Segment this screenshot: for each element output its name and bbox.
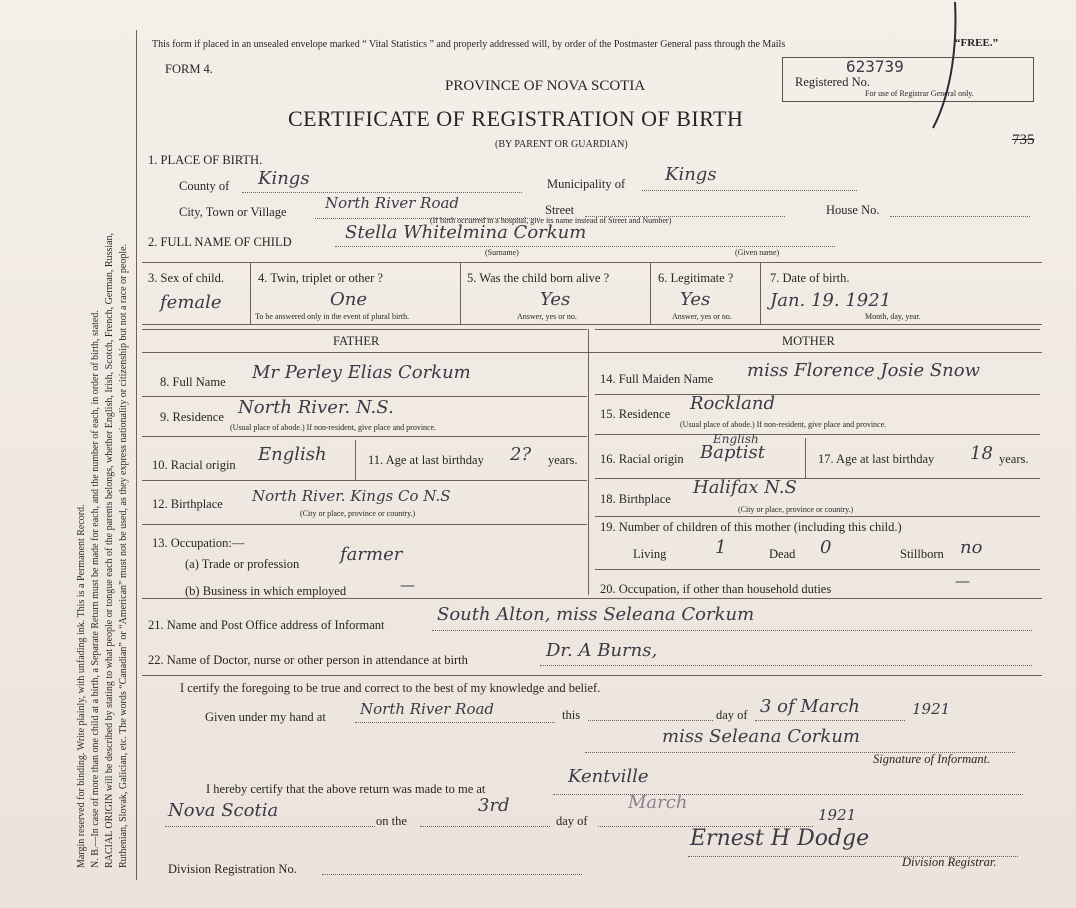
- this-line: [588, 720, 713, 721]
- father-residence-label: 9. Residence: [160, 410, 224, 424]
- given-under-label: Given under my hand at: [205, 710, 326, 724]
- registrar-month-value: March: [628, 792, 688, 813]
- father-residence-note: (Usual place of abode.) If non-resident, give place and province.: [230, 423, 437, 432]
- registrar-year: 1921: [818, 806, 857, 824]
- father-name-label: 8. Full Name: [160, 375, 226, 389]
- certificate-subtitle: (BY PARENT OR GUARDIAN): [495, 139, 628, 150]
- father-residence-value: North River. N.S.: [238, 397, 394, 418]
- row-3-7-bottom-rule: [142, 324, 1042, 325]
- mother-age-label: 17. Age at last birthday: [818, 452, 935, 466]
- twin-value: One: [330, 289, 368, 310]
- mother-racial-origin-value: Baptist: [700, 442, 765, 463]
- dob-value: Jan. 19. 1921: [770, 290, 892, 311]
- municipality-label: Municipality of: [547, 177, 626, 191]
- sex-value: female: [160, 292, 222, 313]
- mother-heading: MOTHER: [782, 334, 835, 348]
- legitimate-label: 6. Legitimate ?: [658, 271, 734, 285]
- mother-top-rule: [595, 329, 1040, 330]
- living-label: Living: [633, 547, 667, 561]
- doctor-label: 22. Name of Doctor, nurse or other person in attendance at birth: [148, 653, 468, 667]
- alive-value: Yes: [540, 289, 571, 310]
- informant-signature-label: Signature of Informant.: [873, 752, 991, 766]
- on-the-label: on the: [376, 814, 407, 828]
- child-name-value: Stella Whitelmina Corkum: [345, 222, 587, 243]
- father-race-age-divider: [355, 440, 356, 480]
- informant-label: 21. Name and Post Office address of Informant: [148, 618, 385, 632]
- margin-note-multiple-births: N. B.—In case of more than one child at a birth, a Separate Return must be made for each, and the number of each, in order of birth, stated.: [90, 310, 101, 868]
- child-name-line: [335, 246, 835, 247]
- child-name-label: 2. FULL NAME OF CHILD: [148, 235, 292, 249]
- registrar-use-note: For use of Registrar General only.: [865, 89, 974, 98]
- certificate-title: CERTIFICATE OF REGISTRATION OF BIRTH: [288, 106, 744, 131]
- father-trade-label: (a) Trade or profession: [185, 557, 300, 571]
- father-top-rule: [142, 329, 587, 330]
- binding-margin-rule: [136, 30, 137, 880]
- municipality-value: Kings: [665, 164, 717, 185]
- day-of-value: 3 of March: [760, 696, 860, 717]
- sex-label: 3. Sex of child.: [148, 271, 225, 285]
- legitimate-value: Yes: [680, 289, 711, 310]
- mother-row-18-rule: [595, 516, 1040, 517]
- father-name-value: Mr Perley Elias Corkum: [252, 362, 471, 383]
- place-of-birth-heading: 1. PLACE OF BIRTH.: [148, 153, 263, 167]
- twin-note: To be answered only in the event of plural birth.: [255, 312, 410, 321]
- divider-6-7: [760, 262, 761, 324]
- registered-number-label: Registered No.: [795, 75, 870, 89]
- registrar-place-value: Kentville: [568, 766, 649, 787]
- row-3-7-top-rule: [142, 262, 1042, 263]
- divider-3-4: [250, 262, 251, 324]
- mother-racial-origin-label: 16. Racial origin: [600, 452, 684, 466]
- mother-age-value: 18: [970, 443, 993, 464]
- house-number-label: House No.: [826, 203, 880, 217]
- mother-name-label: 14. Full Maiden Name: [600, 372, 714, 386]
- mother-row-14-rule: [595, 394, 1040, 395]
- county-line: [242, 192, 522, 193]
- house-number-line: [890, 216, 1030, 217]
- this-label: this: [562, 708, 581, 722]
- free-label: “FREE.”: [955, 37, 999, 49]
- heading-rule: [142, 352, 1042, 353]
- mother-name-value: miss Florence Josie Snow: [747, 360, 980, 381]
- alive-label: 5. Was the child born alive ?: [467, 271, 610, 285]
- mother-residence-note: (Usual place of abode.) If non-resident, give place and province.: [680, 420, 887, 429]
- registrar-signature-label: Division Registrar.: [902, 855, 997, 869]
- margin-note-binding: Margin reserved for binding. Write plainly, with unfading ink. This is a Permanent Record.: [76, 504, 87, 868]
- municipality-line: [642, 190, 857, 191]
- father-business-value: —: [400, 576, 415, 594]
- father-occupation-label: 13. Occupation:—: [152, 536, 245, 550]
- hospital-note: (If birth occurred in a hospital, give its name instead of Street and Number): [430, 216, 672, 225]
- registrar-province-value: Nova Scotia: [168, 800, 279, 821]
- father-years-label: years.: [548, 453, 578, 467]
- county-value: Kings: [258, 168, 310, 189]
- day-of-label: day of: [716, 708, 748, 722]
- given-place-line: [355, 722, 555, 723]
- mother-birthplace-value: Halifax N.S: [693, 477, 797, 498]
- registrar-signature: Ernest H Dodge: [690, 826, 870, 851]
- legitimate-note: Answer, yes or no.: [672, 312, 732, 321]
- registrar-place-line: [553, 794, 1023, 795]
- father-row-10-rule: [142, 480, 587, 481]
- division-registration-line: [322, 874, 582, 875]
- stillborn-label: Stillborn: [900, 547, 944, 561]
- county-label: County of: [179, 179, 230, 193]
- divider-5-6: [650, 262, 651, 324]
- mother-row-16-rule: [595, 478, 1040, 479]
- informant-line: [432, 630, 1032, 631]
- mother-children-label: 19. Number of children of this mother (including this child.): [600, 520, 902, 534]
- father-row-9-rule: [142, 436, 587, 437]
- division-registration-label: Division Registration No.: [168, 862, 297, 876]
- father-row-12-rule: [142, 524, 587, 525]
- mother-birthplace-note: (City or place, province or country.): [738, 505, 854, 514]
- registrar-pen-stroke: [925, 0, 965, 135]
- dead-label: Dead: [769, 547, 796, 561]
- registered-number-value: 623739: [846, 57, 904, 76]
- mother-occupation-value: —: [955, 572, 970, 590]
- doctor-value: Dr. A Burns,: [546, 640, 658, 661]
- registrar-day-of-label: day of: [556, 814, 588, 828]
- mail-notice: This form if placed in an unsealed envelope marked “ Vital Statistics ” and properly addressed will, by order of the Postmaster General pass through the Mails: [152, 39, 786, 50]
- given-name-note: (Given name): [735, 248, 780, 257]
- informant-bottom-rule: [142, 675, 1042, 676]
- page-number: 735: [1012, 132, 1035, 148]
- stillborn-value: no: [960, 537, 983, 558]
- divider-4-5: [460, 262, 461, 324]
- mother-residence-value: Rockland: [690, 393, 775, 414]
- registrar-statement: I hereby certify that the above return was made to me at: [206, 782, 486, 796]
- dob-label: 7. Date of birth.: [770, 271, 850, 285]
- parents-bottom-rule: [142, 598, 1042, 599]
- given-place-value: North River Road: [360, 700, 495, 718]
- day-of-line: [755, 720, 905, 721]
- mother-row-15-rule: [595, 434, 1040, 435]
- registrar-day-value: 3rd: [478, 795, 510, 816]
- mother-years-label: years.: [999, 452, 1029, 466]
- father-business-label: (b) Business in which employed: [185, 584, 347, 598]
- dead-value: 0: [820, 537, 832, 558]
- mother-residence-label: 15. Residence: [600, 407, 671, 421]
- father-birthplace-label: 12. Birthplace: [152, 497, 223, 511]
- father-trade-value: farmer: [340, 544, 403, 565]
- province-heading: PROVINCE OF NOVA SCOTIA: [445, 78, 646, 94]
- city-value: North River Road: [325, 194, 460, 212]
- mother-race-age-divider: [805, 438, 806, 478]
- mother-row-19-rule: [595, 569, 1040, 570]
- father-birthplace-note: (City or place, province or country.): [300, 509, 416, 518]
- surname-note: (Surname): [485, 248, 519, 257]
- mother-birthplace-label: 18. Birthplace: [600, 492, 671, 506]
- doctor-line: [540, 665, 1032, 666]
- father-heading: FATHER: [333, 334, 380, 348]
- twin-label: 4. Twin, triplet or other ?: [258, 271, 383, 285]
- certify-year: 1921: [912, 700, 951, 718]
- margin-note-racial-origin: RACIAL ORIGIN will be described by stating to what people or tongue each of the parents belongs, whether English, Irish, Scotch, French, German, Russian,: [104, 232, 115, 868]
- mother-occupation-label: 20. Occupation, if other than household duties: [600, 582, 832, 596]
- father-mother-divider: [588, 329, 589, 595]
- margin-note-nationality: Ruthenian, Slovak, Galician, etc. The words “Canadian” or “American” must not be used, as they express nationality or citizenship but not a race or people.: [118, 243, 129, 868]
- city-label: City, Town or Village: [179, 205, 287, 219]
- father-age-label: 11. Age at last birthday: [368, 453, 484, 467]
- form-number: FORM 4.: [165, 62, 213, 76]
- father-racial-origin-label: 10. Racial origin: [152, 458, 236, 472]
- informant-signature: miss Seleana Corkum: [662, 726, 860, 747]
- father-age-value: 2?: [510, 444, 532, 465]
- certify-statement: I certify the foregoing to be true and correct to the best of my knowledge and belief.: [180, 681, 601, 695]
- informant-value: South Alton, miss Seleana Corkum: [437, 604, 755, 625]
- on-the-line: [420, 826, 550, 827]
- father-birthplace-value: North River. Kings Co N.S: [252, 487, 451, 505]
- registrar-province-line: [165, 826, 375, 827]
- street-label: Street: [545, 203, 575, 217]
- mother-racial-origin-annotation: English: [713, 432, 759, 446]
- father-racial-origin-value: English: [258, 444, 327, 465]
- alive-note: Answer, yes or no.: [517, 312, 577, 321]
- living-value: 1: [715, 537, 727, 558]
- dob-note: Month, day, year.: [865, 312, 921, 321]
